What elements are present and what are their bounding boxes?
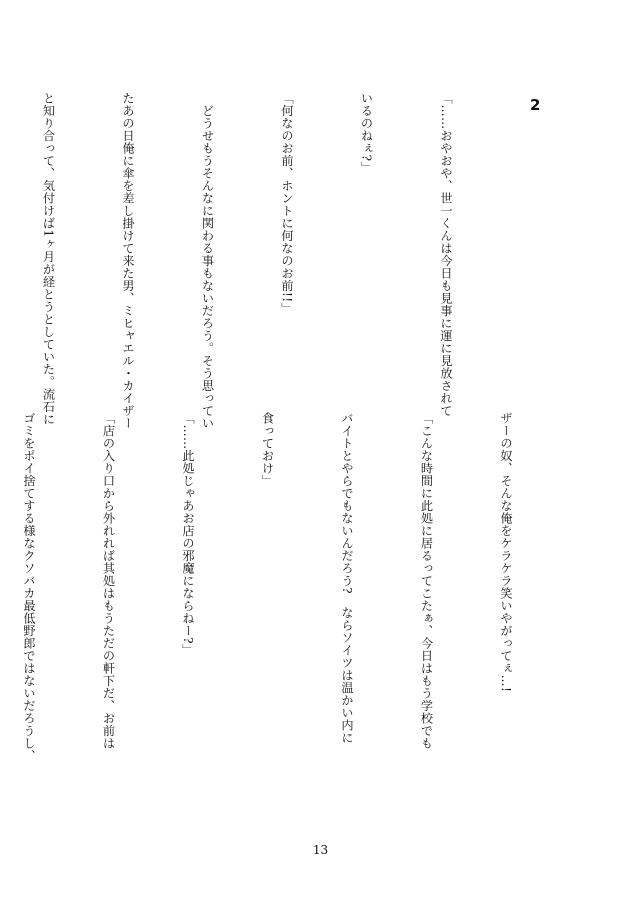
bottom-text-block <box>22 412 572 762</box>
text-line: 食っておけ」 <box>260 412 275 487</box>
text-line: たあの日俺に傘を差し掛けて来た男、ミヒャエル・カイザー <box>121 92 135 430</box>
text-line: ゴミをポイ捨てする様なクソバカ最低野郎ではないだろうし、 <box>22 412 36 762</box>
text-line: バイトとやらでもないんだろう? ならソイツは温かい内に <box>340 412 354 744</box>
text-line: 「こんな時間に此処に居るってこたぁ、今日はもう学校でも <box>419 412 434 750</box>
top-text-block <box>41 92 512 430</box>
text-line: 「何なのお前、ホントに何なのお前!!」 <box>280 92 294 315</box>
text-line: 「……此処じゃあお店の邪魔にならねー?」 <box>181 412 195 657</box>
text-line: 「……おやおや、世一くんは今日も見事に運に見放されて <box>439 92 453 417</box>
text-line: ザーの奴、そんな俺をケラケラ笑いやがってぇ…! <box>499 412 513 693</box>
text-line: 「店の入り口から外れれば其処はもうただの軒下だ、お前は <box>101 412 116 750</box>
text-line: と知り合って、気付けば1ヶ月が経とうとしていた。流石に <box>41 92 56 426</box>
text-line: どうせもうそんなに関わる事もないだろう。そう思ってい <box>200 92 215 430</box>
text-line: いるのねぇ?」 <box>359 92 374 174</box>
chapter-number: 2 <box>530 96 541 114</box>
page-number: 13 <box>312 843 329 857</box>
